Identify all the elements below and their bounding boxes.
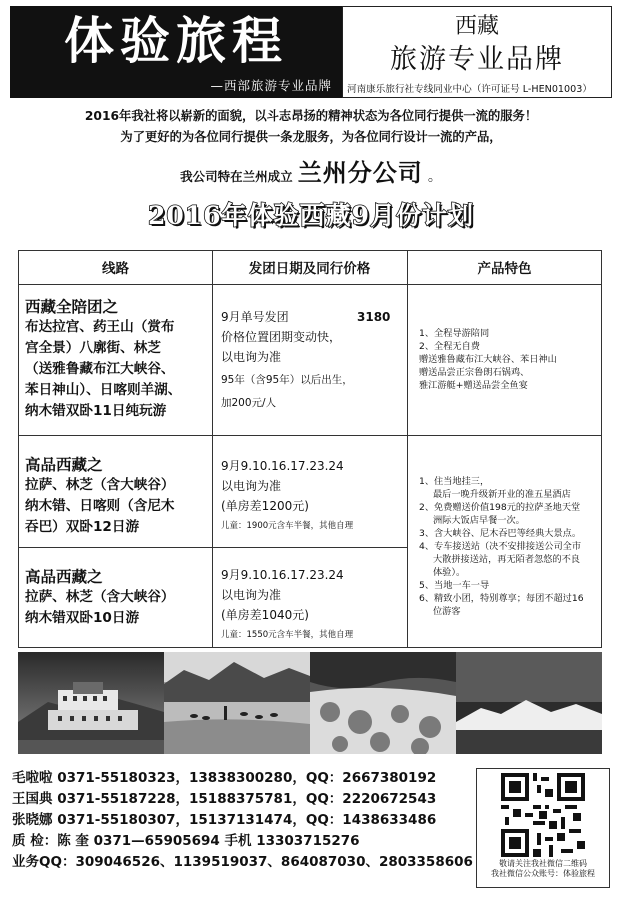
col-divider	[407, 251, 408, 647]
date-line: 价格位置团期变动快，	[221, 330, 342, 344]
contact-line: 质 检：陈 奎 0371—65905694 手机 13303715276	[12, 833, 360, 849]
feature-item: 5、当地一车一导	[419, 580, 490, 591]
feature-item: 1、全程导游陪同	[419, 328, 490, 339]
contacts-list	[12, 768, 473, 873]
contact-line: 毛啦啦 0371-55180323，13838300280，QQ：2667380192	[12, 770, 437, 786]
route-line: 宫全景）八廓街、林芝	[25, 340, 161, 356]
contact-line: 张晓娜 0371-55180307，15137131474，QQ：1438633486	[12, 812, 437, 828]
qr-caption	[477, 859, 609, 879]
license-text: 河南康乐旅行社专线同业中心（许可证号 L-HEN01003）	[347, 84, 592, 95]
rapeseed-field-photo	[310, 652, 456, 754]
date-line: (单房差1040元)	[221, 608, 309, 622]
brand-title: 体验旅程	[64, 11, 288, 70]
route-title: 高品西藏之	[25, 568, 103, 586]
feature-item: 1、住当地挂三，	[419, 476, 490, 487]
tourism-brand-label: 旅游专业品牌	[390, 44, 564, 75]
date-line: 以电询为准	[221, 350, 282, 364]
branch-announcement	[0, 153, 622, 188]
header-route: 线路	[102, 261, 129, 277]
tibet-label: 西藏	[454, 14, 499, 39]
herders-plain-photo	[164, 652, 310, 754]
price-value: 3180	[357, 310, 391, 324]
feature-item: 2、全程无自费	[419, 341, 480, 352]
date-line: 9月9.10.16.17.23.24	[221, 568, 344, 582]
row-divider	[19, 435, 601, 436]
route-line: 吞巴）双卧12日游	[25, 519, 140, 535]
route-line: 拉萨、林芝（含大峡谷）	[25, 477, 175, 493]
branch-name: 兰州分公司	[297, 159, 423, 187]
feature-item: 洲际大饭店早餐一次。	[433, 515, 525, 526]
qr-caption-line: 敬请关注我社微信二维码	[499, 859, 587, 868]
route-line: 拉萨、林芝（含大峡谷）	[25, 589, 175, 605]
feature-item: 雅江游艇+赠送品尝全鱼宴	[419, 380, 528, 391]
qr-code-icon[interactable]	[501, 773, 585, 857]
feature-item: 赠送雅鲁藏布江大峡谷、苯日神山	[419, 354, 557, 365]
branch-suffix: 。	[427, 169, 442, 185]
feature-item: 3、含大峡谷、尼木吞巴等经典大景点。	[419, 528, 582, 539]
date-line: 9月9.10.16.17.23.24	[221, 459, 344, 473]
feature-item: 赠送品尝正宗鲁朗石锅鸡、	[419, 367, 530, 378]
child-price-note: 儿童：1550元含车半餐，其他自理	[221, 630, 354, 640]
date-line: 加200元/人	[221, 397, 277, 409]
date-price-info	[221, 307, 353, 413]
tibet-brand-box	[342, 6, 612, 98]
contact-line: 王国典 0371-55187228，15188375781，QQ：2220672543	[12, 791, 437, 807]
snow-mountain-photo	[456, 652, 602, 754]
route-line: 苯日神山）、日喀则羊湖、	[25, 382, 182, 398]
route-description	[25, 475, 175, 538]
date-line: 以电询为准	[221, 588, 282, 602]
qr-caption-line: 我社微信公众账号：体验旅程	[491, 869, 595, 878]
feature-item: 2、免费赠送价值198元的拉萨圣地天堂	[419, 502, 581, 513]
date-price-info	[221, 565, 353, 645]
feature-item: 大散拼接送站，再无陌者忽悠的不良	[433, 554, 580, 565]
wechat-qr-box	[476, 768, 610, 888]
route-description	[25, 317, 181, 422]
route-title: 西藏全陪团之	[25, 298, 119, 316]
plan-title: 2016年体验西藏9月份计划	[148, 201, 474, 230]
feature-item: 体验）。	[433, 567, 466, 578]
brand-banner	[10, 6, 342, 98]
header-features: 产品特色	[477, 261, 532, 277]
features-list	[419, 327, 557, 392]
intro-line-2: 为了更好的为各位同行提供一条龙服务，为各位同行设计一流的产品，	[120, 130, 502, 144]
route-line: 纳木错、日喀则（含尼木	[25, 498, 175, 514]
route-title: 高品西藏之	[25, 456, 103, 474]
feature-item: 4、专车接送站（决不安排接送公司全市	[419, 541, 582, 552]
row-divider	[19, 547, 407, 548]
route-line: （送雅鲁藏布江大峡谷、	[25, 361, 175, 377]
features-list	[419, 475, 584, 618]
intro-line-1: 2016年我社将以崭新的面貌，以斗志昂扬的精神状态为各位同行提供一流的服务！	[84, 109, 538, 123]
brand-subtitle: —西部旅游专业品牌	[210, 78, 332, 93]
potala-palace-photo	[18, 652, 164, 754]
contact-line: 业务QQ：309046526、1139519037、864087030、2803358606	[12, 854, 473, 870]
feature-item: 6、精致小团，特别尊享；每团不超过16	[419, 593, 584, 604]
date-line: 95年（含95年）以后出生，	[221, 374, 353, 386]
header-date-price: 发团日期及同行价格	[248, 261, 371, 277]
row-divider	[19, 284, 601, 285]
route-line: 布达拉宫、药王山（赏布	[25, 319, 175, 335]
date-price-info	[221, 456, 353, 536]
route-line: 纳木错双卧11日纯玩游	[25, 403, 167, 419]
date-line: 以电询为准	[221, 479, 282, 493]
feature-item: 位游客	[433, 606, 461, 617]
branch-prefix: 我公司特在兰州成立	[180, 169, 293, 184]
date-line: 9月单号发团	[221, 310, 289, 324]
route-description	[25, 587, 175, 629]
col-divider	[212, 251, 213, 647]
date-line: (单房差1200元)	[221, 499, 309, 513]
feature-item: 最后一晚升级新开业的准五星酒店	[433, 489, 571, 500]
tour-table	[18, 250, 602, 648]
route-line: 纳木错双卧10日游	[25, 610, 140, 626]
child-price-note: 儿童：1900元含车半餐，其他自理	[221, 521, 354, 531]
